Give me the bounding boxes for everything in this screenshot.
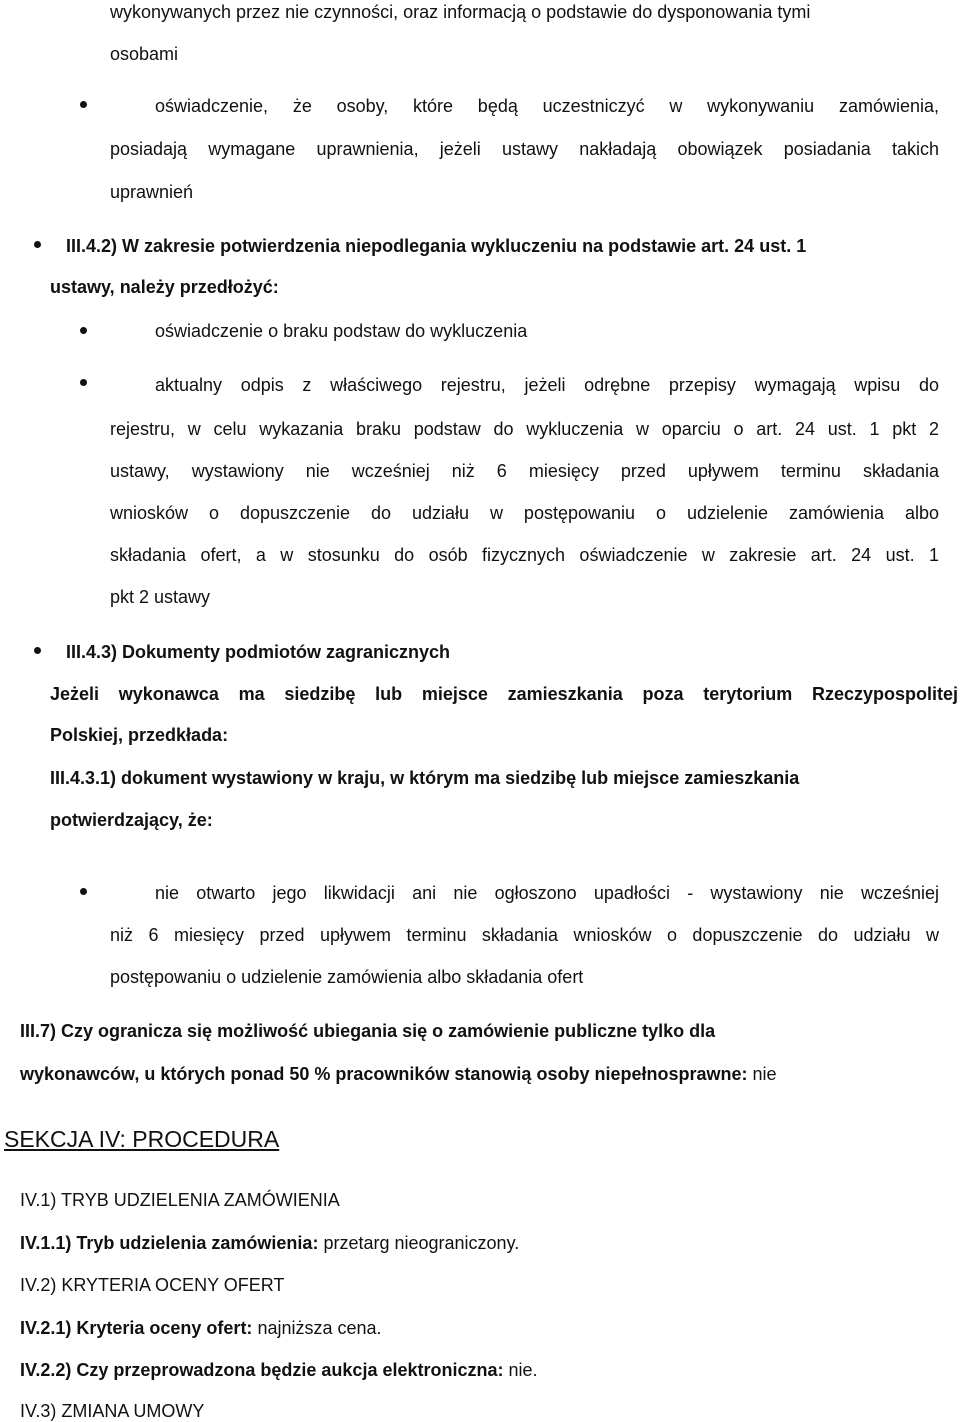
bullet-icon xyxy=(80,379,87,386)
section-37-answer: nie xyxy=(752,1064,777,1084)
iv21-label: IV.2.1) Kryteria oceny ofert: xyxy=(20,1318,253,1338)
section-343-heading: III.4.3) Dokumenty podmiotów zagranicznych xyxy=(66,642,451,662)
bullet-odpis-line-5: składania ofert, a w stosunku do osób fizycznych oświadczenie w zakresie art. 24 ust. 1 xyxy=(110,545,939,565)
para-top-line-2: osobami xyxy=(110,44,179,64)
iv21-row xyxy=(20,1317,382,1339)
bullet-likwidacja-line-1: nie otwarto jego likwidacji ani nie ogłoszono upadłości - wystawiony nie wcześniej xyxy=(155,883,939,903)
bullet-uprawnienia-line-1: oświadczenie, że osoby, które będą uczestniczyć w wykonywaniu zamówienia, xyxy=(155,96,939,116)
section-3431-heading-cont: potwierdzający, że: xyxy=(50,810,213,830)
iv22-row xyxy=(20,1359,538,1381)
bullet-odpis-line-3: ustawy, wystawiony nie wcześniej niż 6 miesięcy przed upływem terminu składania xyxy=(110,461,939,481)
bullet-odpis-line-4: wniosków o dopuszczenie do udziału w postępowaniu o udzielenie zamówienia albo xyxy=(110,503,939,523)
bullet-likwidacja-line-3: postępowaniu o udzielenie zamówienia albo składania ofert xyxy=(110,967,584,987)
bullet-odpis-line-6: pkt 2 ustawy xyxy=(110,587,211,607)
bullet-uprawnienia-line-3: uprawnień xyxy=(110,182,194,202)
section-342-heading: III.4.2) W zakresie potwierdzenia niepodlegania wykluczeniu na podstawie art. 24 ust. 1 xyxy=(66,236,807,256)
section-37-heading-cont xyxy=(20,1063,777,1085)
iv11-label: IV.1.1) Tryb udzielenia zamówienia: xyxy=(20,1233,319,1253)
section-iv-title: SEKCJA IV: PROCEDURA xyxy=(4,1126,280,1152)
section-343-line-2: Polskiej, przedkłada: xyxy=(50,725,229,745)
para-top-line-1: wykonywanych przez nie czynności, oraz informacją o podstawie do dysponowania tymi xyxy=(110,2,811,22)
bullet-icon xyxy=(80,327,87,334)
iv1-heading: IV.1) TRYB UDZIELENIA ZAMÓWIENIA xyxy=(20,1190,340,1210)
section-343-line-1: Jeżeli wykonawca ma siedzibę lub miejsce zamieszkania poza terytorium Rzeczypospolitej xyxy=(50,684,958,704)
bullet-oswiadczenie-line-1: oświadczenie o braku podstaw do wykluczenia xyxy=(155,321,528,341)
bullet-likwidacja-line-2: niż 6 miesięcy przed upływem terminu składania wniosków o dopuszczenie do udziału w xyxy=(110,925,939,945)
iv11-value: przetarg nieograniczony. xyxy=(323,1233,520,1253)
iv11-row xyxy=(20,1232,519,1254)
iv22-value: nie. xyxy=(508,1360,538,1380)
iv3-heading: IV.3) ZMIANA UMOWY xyxy=(20,1401,205,1421)
bullet-icon xyxy=(80,888,87,895)
bullet-icon xyxy=(34,241,41,248)
section-3431-heading: III.4.3.1) dokument wystawiony w kraju, w którym ma siedzibę lub miejsce zamieszkania xyxy=(50,768,800,788)
iv2-heading: IV.2) KRYTERIA OCENY OFERT xyxy=(20,1275,285,1295)
section-342-heading-cont: ustawy, należy przedłożyć: xyxy=(50,277,279,297)
section-37-heading: III.7) Czy ogranicza się możliwość ubiegania się o zamówienie publiczne tylko dla xyxy=(20,1021,716,1041)
bullet-uprawnienia-line-2: posiadają wymagane uprawnienia, jeżeli ustawy nakładają obowiązek posiadania takich xyxy=(110,139,939,159)
iv22-label: IV.2.2) Czy przeprowadzona będzie aukcja elektroniczna: xyxy=(20,1360,504,1380)
bullet-icon xyxy=(34,647,41,654)
bullet-odpis-line-1: aktualny odpis z właściwego rejestru, jeżeli odrębne przepisy wymagają wpisu do xyxy=(155,375,939,395)
section-37-question: wykonawców, u których ponad 50 % pracowników stanowią osoby niepełnosprawne: xyxy=(20,1064,748,1084)
bullet-odpis-line-2: rejestru, w celu wykazania braku podstaw do wykluczenia w oparciu o art. 24 ust. 1 pkt 2 xyxy=(110,419,939,439)
bullet-icon xyxy=(80,101,87,108)
iv21-value: najniższa cena. xyxy=(257,1318,382,1338)
